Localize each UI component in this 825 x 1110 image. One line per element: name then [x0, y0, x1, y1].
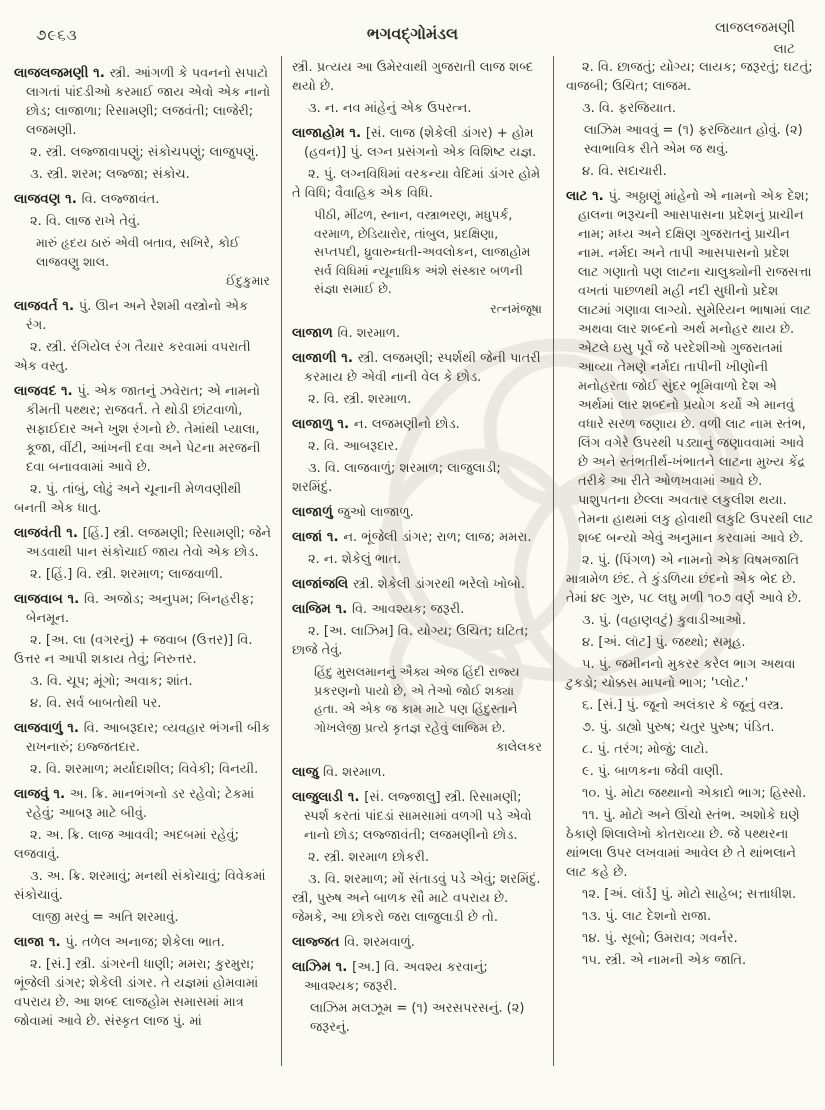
- sense-item: ૨. અ. ક્રિ. લાજ આવવી; અદબમાં રહેવું; લજવાવું.: [14, 827, 240, 862]
- headword: લાજાળી ૧.: [292, 350, 358, 366]
- sense-item: ૨. પું. તાંબું, લોઢું અને ચૂનાની મેળવણીથી બનતી એક ધાતુ.: [14, 481, 242, 516]
- headword: લાઝિમ ૧.: [292, 958, 353, 975]
- dictionary-entry: લાજવંતી ૧. [હિં.] સ્ત્રી. લજમણી; રિસામણી; જેને અડવાથી પાન સંકોચાઈ જાય તેવો એક છોડ.: [14, 524, 272, 560]
- dictionary-entry: લાજાં ૧. ન. ભૂંજેલી ડાંગર; રાળ; લાજ; મમરા.: [292, 529, 532, 545]
- headword: લાટ ૧.: [566, 188, 609, 204]
- dictionary-entry: લાજાળું જુઓ લાજાળુ.: [292, 504, 414, 520]
- sense-item: ૮. પું. તરંગ; મોજું; લાટો.: [582, 742, 709, 757]
- headword: લાજવંતી ૧.: [14, 524, 83, 541]
- sense-item: ૧૨. [અં. લૉર્ડ] પું. મોટો સાહેબ; સત્તાધીશ.: [582, 887, 797, 902]
- headword: લાજવું ૧.: [14, 785, 70, 802]
- dictionary-entry: લાજવર્ત ૧. પું. ઊન અને રેશમી વસ્ત્રોનો એક રંગ.: [14, 297, 249, 333]
- sense-item: ૨. [અ. લા (વગરનું) + જવાબ (ઉત્તર)] વિ. ઉત્તર ન આપી શકાય તેવું; નિરુત્તર.: [14, 632, 253, 667]
- sense-item: ૩. સ્ત્રી. શરમ; લજ્જા; સંકોચ.: [30, 167, 190, 182]
- column-3: [566, 58, 814, 973]
- sense-item: ૩. વિ. લાજવાળું; શરમાળ; લાજુલાડી; શરમિંદું.: [292, 461, 501, 495]
- dictionary-entry: લાજાહોમ ૧. [સં. લાજ (શેકેલી ડાંગર) + હોમ (હવન)] પું. લગ્ન પ્રસંગનો એક વિશિષ્ટ યજ્ઞ.: [292, 125, 537, 160]
- headword: લાજવાબ ૧.: [14, 590, 84, 607]
- dictionary-entry: લાજવાબ ૧. વિ. અજોડ; અનુપમ; બિનહરીફ; બેનમૂન.: [14, 590, 255, 626]
- guide-word-bottom: લાટ: [773, 41, 795, 57]
- sense-item: ૨. વિ. શરમાળ; મર્યાદાશીલ; વિવેકી; વિનયી.: [30, 761, 259, 777]
- sense-item: ૨. વિ. સ્ત્રી. શરમાળ.: [308, 392, 412, 407]
- sense-item: ૨. [અ. લાઝિમ] વિ. યોગ્ય; ઉચિત; ઘટિત; છાજે તેવું.: [292, 624, 529, 658]
- headword: લાજાળું: [292, 504, 338, 520]
- idiom-line: લાઝિમ મલઝૂમ = (૧) અરસપરસનું. (૨) જરૂરનું.: [310, 1000, 525, 1035]
- sense-item: ૨. પું. લગ્નવિધિમાં વરકન્યા વેદિમાં ડાંગર હોમે તે વિધિ; વૈવાહિક એક વિધિ.: [292, 167, 541, 201]
- sense-item: ૯. પું. બાળકના જેવી વાણી.: [582, 764, 724, 779]
- dictionary-entry: લાઝિમ ૧. [અ.] વિ. અવશ્ય કરવાનું; આવશ્યક; જરૂરી.: [292, 958, 488, 994]
- book-title: ભગવદ્ગોમંડલ: [366, 24, 459, 43]
- sense-item: ૨. સ્ત્રી. શરમાળ છોકરી.: [308, 849, 430, 865]
- dictionary-entry: લાજ્જત વિ. શરમવાળું.: [292, 933, 415, 950]
- headword: લાજલજમણી ૧.: [14, 65, 110, 81]
- sense-item: ૭. પું. ડાહ્યો પુરુષ; ચતુર પુરુષ; પંડિત.: [582, 720, 775, 735]
- idiom-line: લાઝિમ આવવું = (૧) ફરજિયાત હોવું. (૨) સ્વાભાવિક રીતે એમ જ થવું.: [584, 123, 803, 157]
- headword: લાજા ૧.: [14, 933, 66, 950]
- sense-item: ૨. પું. (પિંગળ) એ નામનો એક વિષમજાતિ માત્રામેળ છંદ. તે કુંડળિયા છંદનો એક ભેદ છે. તેમાં ૪૯ ગુરુ, ૫૮ લઘુ મળી ૧૦૭ વર્ણ આવે છે.: [566, 553, 802, 606]
- sense-item: ૨. વિ. આબરૂદાર.: [308, 439, 399, 454]
- dictionary-entry: લાજવું ૧. અ. ક્રિ. માનભંગનો ડર રહેવો; ટેકમાં રહેવું; આબરૂ માટે બીવું.: [14, 785, 255, 821]
- sense-item: ૨. વિ. લાજ રાખે તેવું.: [30, 214, 141, 229]
- sense-item: ૨. ન. શેકેલું ભાત.: [308, 552, 402, 567]
- dictionary-entry: લાજુ વિ. શરમાળ.: [292, 763, 386, 780]
- headword: લાજવદ ૧.: [14, 382, 78, 399]
- guide-words: [715, 18, 795, 60]
- sense-item: ૧૫. સ્ત્રી. એ નામની એક જાતિ.: [582, 953, 747, 968]
- headword: લાજાળ: [292, 325, 338, 341]
- sense-item: ૨. સ્ત્રી. રંગિયેલ રંગ તૈયાર કરવામાં વપરાતી એક વસ્તુ.: [14, 339, 251, 374]
- sense-item: ૩. વિ. ચૂપ; મૂંગો; અવાક; શાંત.: [30, 673, 193, 689]
- sense-item: ૩. ન. નવ માંહેનું એક ઉપરત્ન.: [308, 101, 472, 116]
- sense-item: ૨. [સં.] સ્ત્રી. ડાંગરની ધાણી; મમરા; કુરમુરા; ભૂંજેલી ડાંગર; શેકેલી ડાંગર. તે યજ્ઞમાં હોમવામાં વપરાય છે. આ શબ્દ લાજહોમ સમાસમાં માત્ર જોવામાં આવે છે. સંસ્કૃત લાજ પું. માં: [14, 956, 259, 1029]
- column-2: [292, 58, 544, 1040]
- quote-attribution: કાલેલકર: [495, 739, 542, 754]
- page-number: ૭૯૬૩: [36, 26, 78, 44]
- quotation: હિંદુ મુસલમાનનું ઐક્ય એજ હિંદી રાજ્ય પ્રકરણનો પાયો છે, એ તેઓ જોઈ શક્યા હતા. એ એક જ કામ માટે પણ હિંદુસ્તાને ગોખલેજી પ્રત્યે કૃતજ્ઞ રહેવું લાજિમ છે. કાલેલકર: [314, 663, 542, 757]
- sense-item: ૨. [હિં.] વિ. સ્ત્રી. શરમાળ; લાજવાળી.: [30, 566, 223, 582]
- dictionary-entry: લાજા ૧. પું. તળેલ અનાજ; શેકેલા ભાત.: [14, 933, 225, 950]
- dictionary-entry: લાજિમ ૧. વિ. આવશ્યક; જરૂરી.: [292, 601, 465, 617]
- headword: લાજવણ ૧.: [14, 191, 82, 207]
- sense-item: ૫. પું. જમીનનો મુકરર કરેલ ભાગ અથવા ટુકડો; ચોક્કસ માપનો ભાગ; 'પ્લોટ.': [566, 657, 796, 691]
- sense-item: ૩. અ. ક્રિ. શરમાવું; મનથી સંકોચાવું; વિવેકમાં સંકોચાવું.: [14, 868, 266, 903]
- dictionary-entry: લાજવદ ૧. પું. એક જાતનું ઝવેરાત; એ નામનો કીમતી પથ્થર; રાજવર્ત. તે થોડી છાંટવાળો, સફાઈદાર અને ખુશ રંગનો છે. તેમાંથી પ્યાલા, કૂજા, વીંટી, આંખની દવા અને પેટના મરજની દવા બનાવવામાં આવે છે.: [14, 382, 261, 475]
- dictionary-entry: લાજાંજલિ સ્ત્રી. શેકેલી ડાંગરથી ભરેલો ખોબો.: [292, 576, 526, 592]
- dictionary-entry: લાજુલાડી ૧. [સં. લજ્જાલુ] સ્ત્રી. રિસામણી; સ્પર્શ કરતાં પાંદડાં સામસામાં વળગી પડે એવો નાનો છોડ; લજ્જાવંતી; લજમણીનો છોડ.: [292, 788, 532, 843]
- dictionary-entry: લાજલજમણી ૧. સ્ત્રી. આંગળી કે પવનનો સપાટો લાગતાં પાંદડીઓ કરમાઈ જાય એવો એક નાનો છોડ; લાજાળા; રિસામણી; લજવંતી; લાજેરી; લજમણી.: [14, 65, 271, 138]
- sense-item: ૬. [સં.] પું. જૂનો અલંકાર કે જૂનું વસ્ત્ર.: [582, 698, 784, 713]
- guide-word-top: લાજલજમણી: [715, 20, 795, 36]
- dictionary-entry: લાજાળુ ૧. ન. લજમણીનો છોડ.: [292, 416, 460, 432]
- quotation: પીઠી, મીંઢળ, સ્નાન, વસ્ત્રાભરણ, મધુપર્ક, વરમાળ, છેડિયારોર, તાંબુલ, પ્રદક્ષિણા, સપ્તપદી, ધ્રુવારુન્ધતી-અવલોકન, લાજાહોમ સર્વ વિધિમાં ન્યૂનાધિક અંશે સંસ્કાર બળની સંજ્ઞા સમાઈ છે. રત્નમંજૂષા: [314, 206, 542, 318]
- dictionary-entry: લાજવણ ૧. વિ. લજ્જાવંત.: [14, 191, 160, 207]
- quote-attribution: ઈંદુકુમાર: [226, 273, 270, 288]
- continuation-text: સ્ત્રી. પ્રત્યય આ ઉમેરવાથી ગુજરાતી લાજ શબ્દ થયો છે.: [292, 60, 534, 94]
- dictionary-entry: લાજાળ વિ. શરમાળ.: [292, 325, 401, 341]
- quotation: મારું હૃદય ઠારું એવી બતાવ, સખિરે, કોઈ લાજવણુ શાલ. ઈંદુકુમાર: [36, 234, 270, 291]
- headword: લાજાં ૧.: [292, 529, 344, 545]
- sense-item: ૧૦. પું. મોટા જથ્થાનો એકાદો ભાગ; હિસ્સો.: [582, 786, 807, 801]
- headword: લાજવાળું ૧.: [14, 719, 84, 736]
- dictionary-entry: લાજવાળું ૧. વિ. આબરૂદાર; વ્યવહાર ભંગની બીક રાખનારું; ઇજ્જતદાર.: [14, 719, 271, 755]
- sense-item: ૪. વિ. સદાચારી.: [582, 164, 667, 179]
- headword: લાજુ: [292, 763, 323, 780]
- sense-item: ૩. પું. (વહાણવટું) કુવાડીઆઓ.: [582, 613, 746, 628]
- headword: લાજાહોમ ૧.: [292, 125, 366, 141]
- dictionary-entry: લાટ ૧. પું. અઠ્ઠાણું માંહેનો એ નામનો એક દેશ; હાલના ભરૂચની આસપાસના પ્રદેશનું પ્રાચીન નામ; મધ્ય અને દક્ષિણ ગુજરાતનું પ્રાચીન નામ. નર્મદા અને તાપી આસપાસનો પ્રદેશ લાટ ગણાતો પણ લાટના ચાલુક્યોની રાજસત્તા વખતાં પાછળથી મહી નદી સુધીનો પ્રદેશ લાટમાં ગણાવા લાગ્યો. સુમેરિયન ભાષામાં લાટ અથવા લાર શબ્દનો અર્થ મનોહર થાય છે. એટલે ઇસુ પૂર્વે જે પરદેશીઓ ગુજરાતમાં આવ્યા તેમણે નર્મદા તાપીની ખીણોની મનોહરતા જોઈ સુંદર ભૂમિવાળો દેશ એ અર્થમાં લાર શબ્દનો પ્રયોગ કર્યો એ માનવું વધારે સરળ જણાય છે. વળી લાટ નામ સ્તંભ, લિંગ વગેરે ઉપરથી પડ્યાનું જણાવવામાં આવે છે અને સ્તંભતીર્થ-ખંભાતને લાટના મુખ્ય કેંદ્ર તરીકે આ રીતે ઓળખવામાં આવે છે. પાશુપતના છેલ્લા અવતાર લકુલીશ થયા. તેમના હાથમાં લકુ હોવાથી લકુટિ ઉપરથી લાટ શબ્દ બન્યો એવું અનુમાન કરવામાં આવે છે.: [566, 188, 814, 546]
- headword: લાજ્જત: [292, 933, 345, 950]
- sense-item: ૨. સ્ત્રી. લજ્જાવાપણું; સંકોચપણું; લાજુપણું.: [30, 145, 259, 160]
- dictionary-entry: લાજાળી ૧. સ્ત્રી. લજમણી; સ્પર્શથી જેની પાતરી કરમાય છે એવી નાની વેલ કે છોડ.: [292, 350, 541, 385]
- sense-item: ૧૪. પું. સૂબો; ઉમરાવ; ગવર્નર.: [582, 931, 738, 946]
- sense-item: ૩. વિ. ફરજિયાત.: [582, 101, 677, 116]
- headword: લાજાળુ ૧.: [292, 416, 354, 432]
- sense-item: ૨. વિ. છાજતું; યોગ્ય; લાયક; જરૂરતું; ઘટતું; વાજબી; ઉચિત; લાજમ.: [566, 60, 813, 94]
- sense-item: ૩. વિ. શરમાળ; મોં સંતાડવું પડે એવું; શરમિંદું. સ્ત્રી, પુરુષ અને બાળક સૌ માટે વપરાય છે. જેમકે, આ છોકરો જરા લાજુલાડી છે તો.: [292, 871, 541, 925]
- sense-item: ૧૩. પું. લાટ દેશનો રાજા.: [582, 909, 712, 924]
- sense-item: ૪. વિ. સર્વ બાબતોથી પર.: [30, 695, 162, 711]
- headword: લાજવર્ત ૧.: [14, 297, 79, 314]
- column-divider-left: [281, 56, 282, 1066]
- sense-item: ૧૧. પું. મોટો અને ઊંચો સ્તંભ. અશોકે ઘણે ઠેકાણે શિલાલેખો કોતરાવ્યા છે. જે પથ્થરના થાંભલા ઉપર લખવામાં આવેલ છે તે થાંભલાને લાટ કહે છે.: [566, 808, 800, 880]
- column-divider-right: [553, 56, 554, 1066]
- headword: લાજાંજલિ: [292, 576, 353, 592]
- headword: લાજિમ ૧.: [292, 601, 353, 617]
- sense-item: ૪. [અં. લૉટ] પું. જથ્થો; સમૂહ.: [582, 635, 746, 650]
- quote-attribution: રત્નમંજૂષા: [490, 300, 542, 316]
- headword: લાજુલાડી ૧.: [292, 788, 365, 805]
- idiom-line: લાજી મરવું = અતિ શરમાવું.: [32, 909, 179, 925]
- column-1: [14, 58, 272, 1034]
